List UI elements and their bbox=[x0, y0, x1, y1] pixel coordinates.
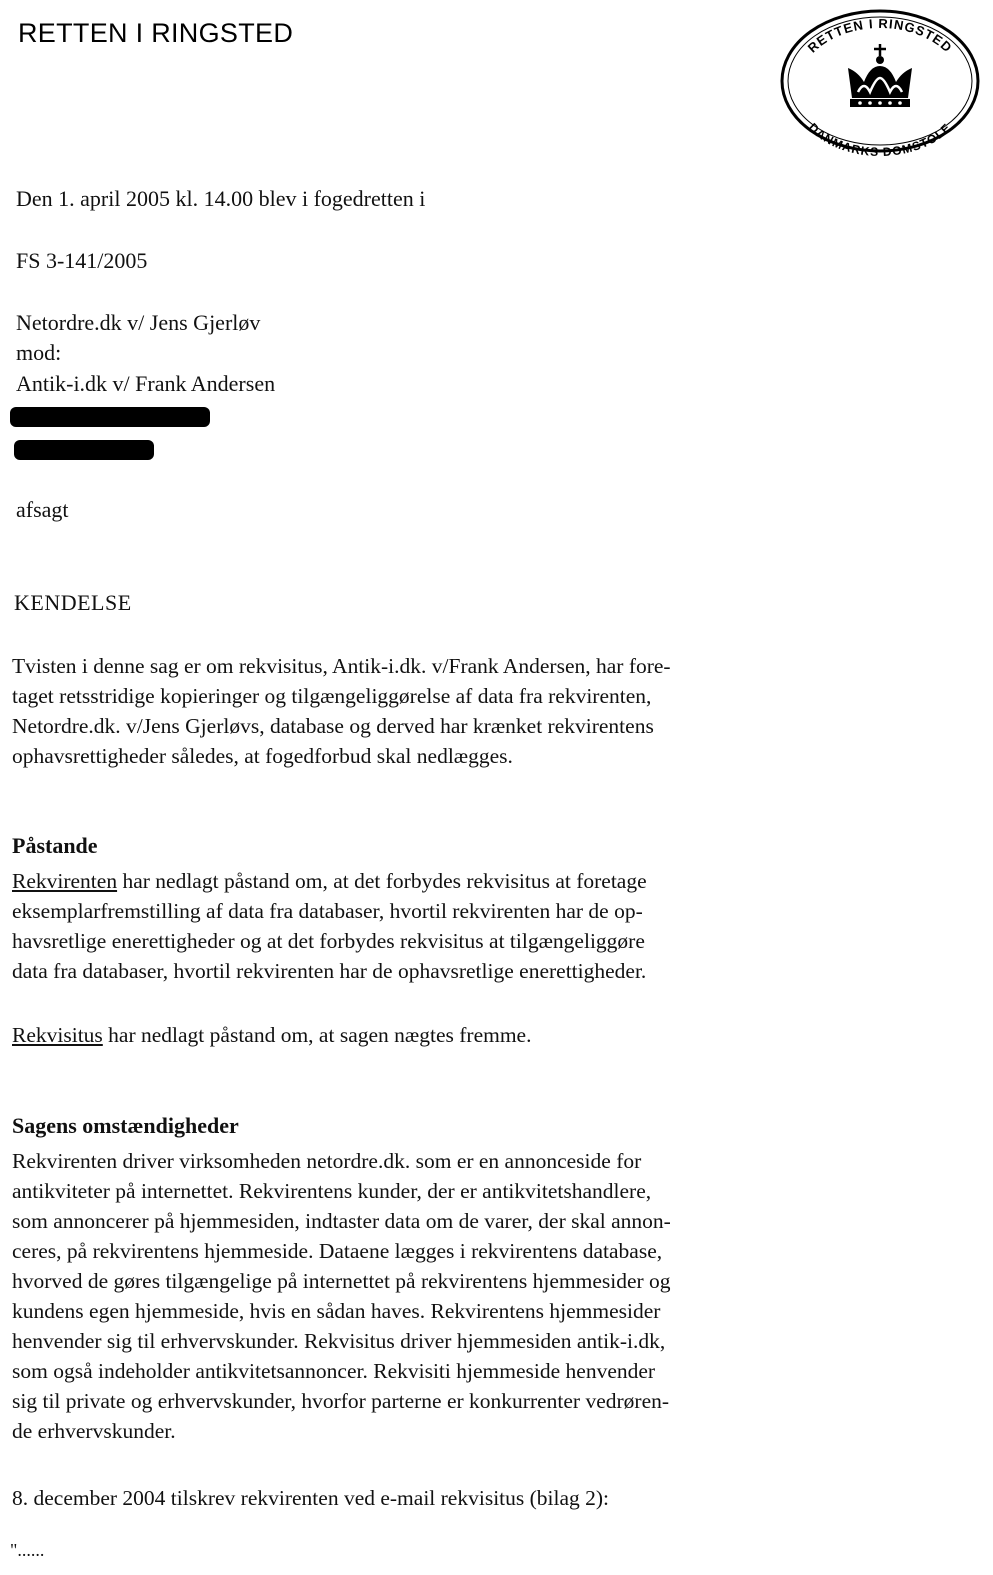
text-line bbox=[12, 866, 802, 896]
email-paragraph bbox=[12, 1483, 802, 1513]
text-line: antikviteter på internettet. Rekvirentens kunder, der er antikvitetshandlere, bbox=[12, 1179, 652, 1203]
plaintiff-name: Netordre.dk v/ Jens Gjerløv bbox=[16, 310, 261, 335]
afsagt-label: afsagt bbox=[16, 497, 69, 522]
versus-label: mod: bbox=[16, 340, 62, 365]
text-line: som også indeholder antikvitetsannoncer. Rekvisiti hjemmeside henvender bbox=[12, 1359, 656, 1383]
text-line: taget retsstridige kopieringer og tilgængeliggørelse af data fra rekvirenten, bbox=[12, 684, 652, 708]
svg-text:DANMARKS DOMSTOLE bbox=[806, 120, 954, 156]
text-line: ceres, på rekvirentens hjemmeside. Dataene lægges i rekvirentens database, bbox=[12, 1239, 663, 1263]
stamp-bottom-text: DANMARKS DOMSTOLE bbox=[805, 120, 955, 156]
text-line: data fra databaser, hvortil rekvirenten har de ophavsretlige enerettigheder. bbox=[12, 959, 647, 983]
claims-paragraph-2 bbox=[12, 1020, 802, 1050]
text-line: som annoncerer på hjemmesiden, indtaster data om de varer, der skal annon- bbox=[12, 1209, 671, 1233]
court-name: RETTEN I RINGSTED bbox=[18, 18, 294, 48]
text-line: Tvisten i denne sag er om rekvisitus, Antik-i.dk. v/Frank Andersen, har fore- bbox=[12, 654, 671, 678]
text-line: eksemplarfremstilling af data fra databaser, hvortil rekvirenten har de op- bbox=[12, 899, 643, 923]
text-line: havsretlige enerettigheder og at det forbydes rekvisitus at tilgængeliggøre bbox=[12, 929, 645, 953]
claims-heading: Påstande bbox=[12, 833, 98, 858]
date-line: Den 1. april 2005 kl. 14.00 blev i fogedretten i bbox=[16, 186, 426, 211]
text-segment: har nedlagt påstand om, at det forbydes rekvisitus at foretage bbox=[117, 869, 647, 893]
text-line: henvender sig til erhvervskunder. Rekvisitus driver hjemmesiden antik-i.dk, bbox=[12, 1329, 666, 1353]
text-line: hvorved de gøres tilgængelige på internettet på rekvirentens hjemmesider og bbox=[12, 1269, 671, 1293]
text-line: Rekvirenten driver virksomheden netordre.dk. som er en annonceside for bbox=[12, 1149, 642, 1173]
text-segment: har nedlagt påstand om, at sagen nægtes fremme. bbox=[102, 1023, 532, 1047]
text-line: de erhvervskunder. bbox=[12, 1419, 176, 1443]
text-line: kundens egen hjemmeside, hvis en sådan haves. Rekvirentens hjemmesider bbox=[12, 1299, 661, 1323]
defendant-name: Antik-i.dk v/ Frank Andersen bbox=[16, 371, 276, 396]
quote-start: "...... bbox=[10, 1540, 45, 1560]
rekvirenten-label: Rekvirenten bbox=[12, 869, 118, 893]
case-number: FS 3-141/2005 bbox=[16, 248, 148, 273]
text-line: Netordre.dk. v/Jens Gjerløvs, database og derved har krænket rekvirentens bbox=[12, 714, 654, 738]
text-line: 8. december 2004 tilskrev rekvirenten ved e-mail rekvisitus (bilag 2): bbox=[12, 1486, 610, 1510]
rekvisitus-label: Rekvisitus bbox=[12, 1023, 103, 1047]
redaction-bar bbox=[14, 440, 154, 460]
intro-paragraph bbox=[12, 651, 802, 771]
court-seal-stamp bbox=[778, 6, 983, 156]
stamp-top-text: RETTEN I RINGSTED bbox=[804, 15, 956, 56]
decision-title: KENDELSE bbox=[14, 590, 132, 615]
facts-paragraph bbox=[12, 1146, 802, 1446]
crown-icon bbox=[848, 44, 912, 107]
text-line: sig til private og erhvervskunder, hvorfor parterne er konkurrenter vedrøren- bbox=[12, 1389, 670, 1413]
redaction-bar bbox=[10, 407, 210, 427]
text-line bbox=[12, 1020, 802, 1050]
claims-paragraph-1 bbox=[12, 866, 802, 986]
text-line: ophavsrettigheder således, at fogedforbud skal nedlægges. bbox=[12, 744, 513, 768]
facts-heading: Sagens omstændigheder bbox=[12, 1113, 239, 1138]
